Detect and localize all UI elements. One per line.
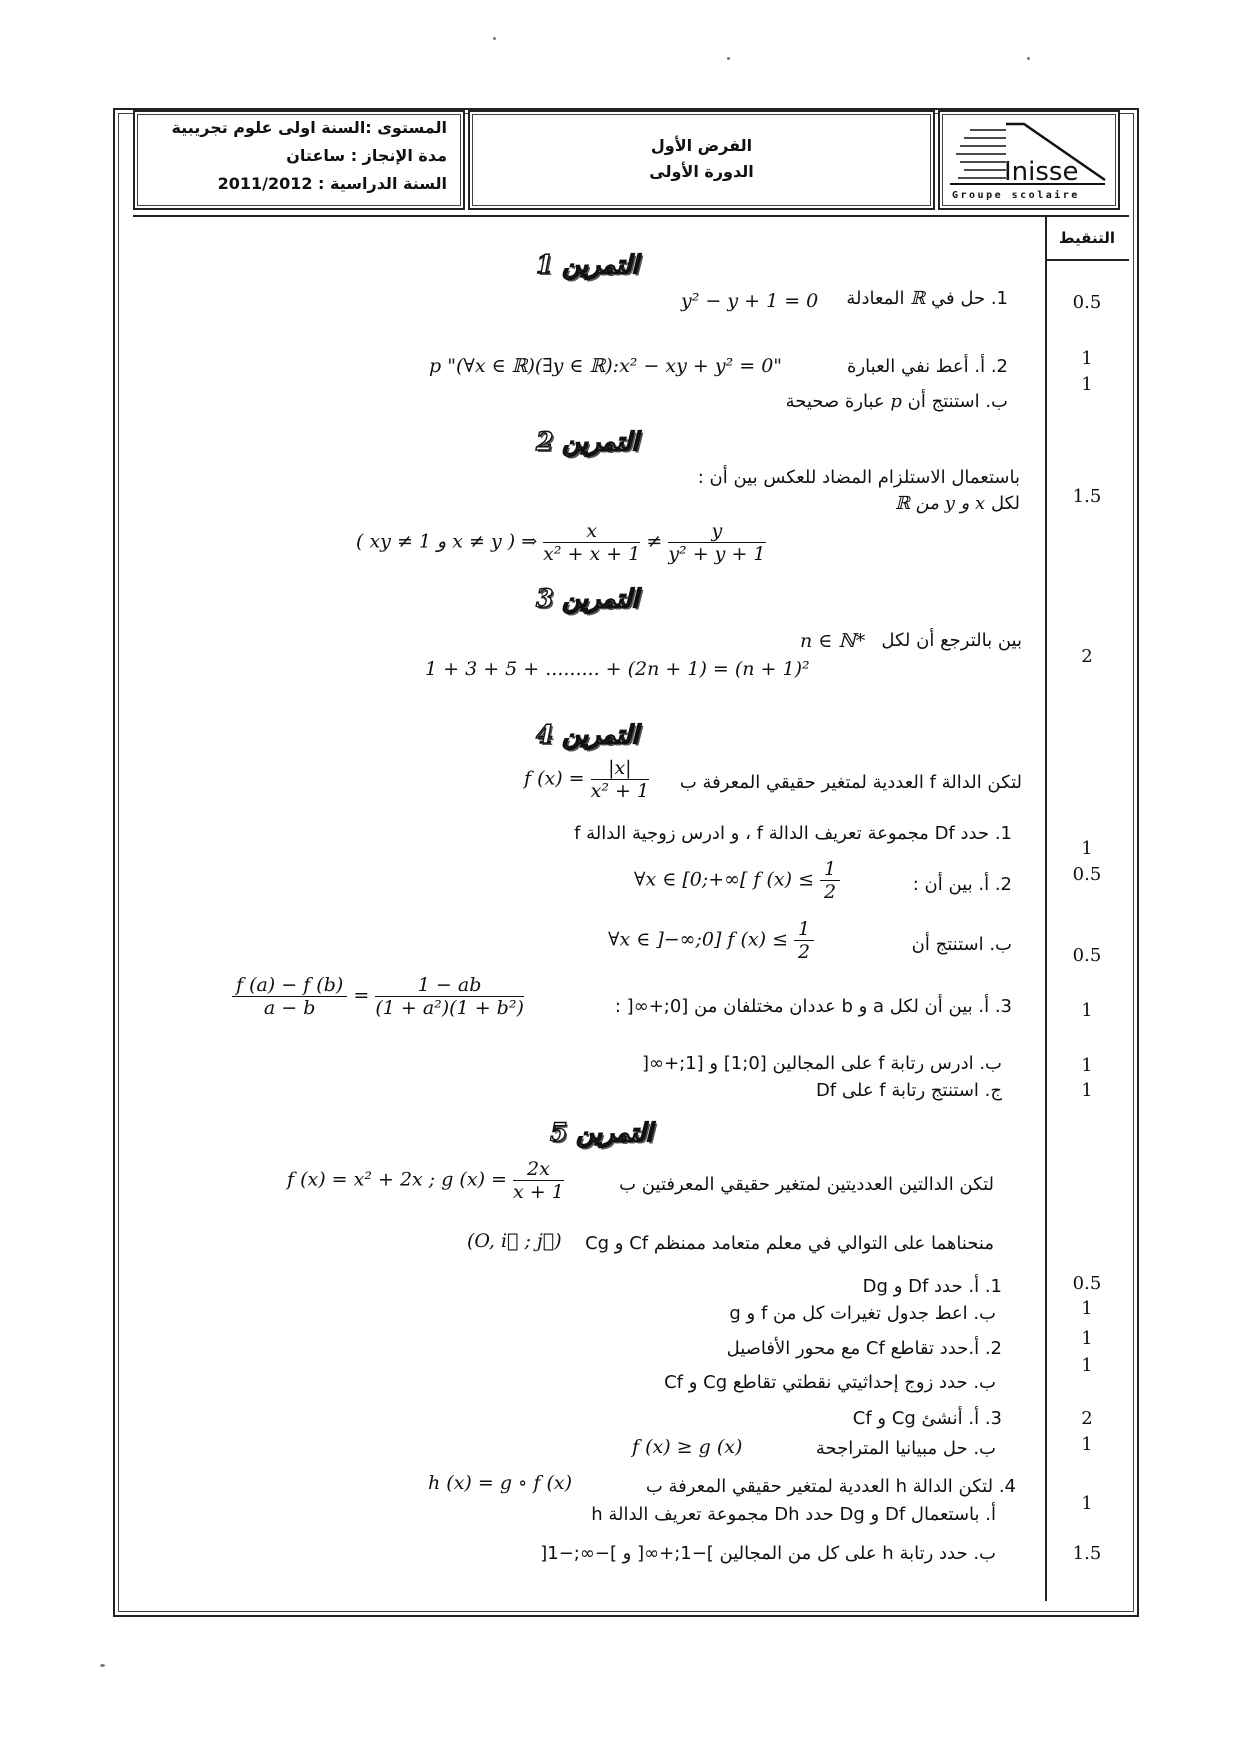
ex5-curves: Cg و Cf منحناهما على التوالي في معلم متعامد ممنظم [585,1233,994,1254]
ex1-q2a: 2. أ. أعط نفي العبارة [847,356,1008,377]
ex1-q1-equation: y² − y + 1 = 0 [681,290,819,312]
grade-ex5-5: 2 [1081,1408,1093,1429]
ex4-f-definition: f (x) = $\frac{|x|}{\text{x² + 1}}$ [524,757,650,802]
grade-ex5-2: 1 [1081,1298,1093,1319]
ex1-q1: 1. حل في ℝ المعادلة [846,288,1008,309]
grade-ex4-5: 1 [1081,1055,1093,1076]
grading-header: التنقيط [1045,217,1129,261]
logo-stripes-icon [956,130,1006,178]
ex4-q2b-inequality: ∀x ∈ ]−∞;0] f (x) ≤ $\frac{1}{2}$ [608,918,814,963]
grade-ex4-1: 1 [1081,838,1093,859]
grade-ex5-3: 1 [1081,1328,1093,1349]
exercise-4-title: التمرين 4 [536,720,639,749]
ex2-implication: ( xy ≠ 1 و x ≠ y ) ⇒ $\frac{x}{\text{x² + x + 1}}$ ≠ $\frac{y}{\text{y² + y + 1}}$ [356,520,766,565]
ex4-q2b: ب. استنتج أن [911,934,1012,955]
grading-column [1045,217,1131,1601]
grade-ex5-6: 1 [1081,1434,1093,1455]
ex2-for-all: لكل x و y من ℝ [894,493,1020,514]
exercise-3-title: التمرين 3 [536,584,639,613]
school-logo [940,112,1118,208]
ex5-intro: لتكن الدالتين العدديتين لمتغير حقيقي المعرفتين ب [619,1174,994,1195]
ex5-q1a: 1. أ. حدد Df و Dg [862,1276,1002,1297]
ex5-q4b: ب. حدد رتابة h على كل من المجالين ]−1;+∞[ و ]−∞;−1[ [540,1543,996,1564]
ex5-q4: 4. لتكن الدالة h العددية لمتغير حقيقي المعرفة ب [645,1476,1016,1497]
grade-ex1-2: 1 [1081,348,1093,369]
ex4-q3a-identity: $\frac{f (a) - f (b)}{a - b}$ = $\frac{1 - ab}{\text{(1 + a²)(1 + b²)}}$ [232,974,524,1019]
header-title-box [468,110,935,210]
ex1-q2a-statement: p "(∀x ∈ ℝ)(∃y ∈ ℝ):x² − xy + y² = 0" [429,355,783,377]
exercise-2-title: التمرين 2 [536,427,639,456]
ex5-q4a: أ. باستعمال Df و Dg حدد Dh مجموعة تعريف الدالة h [591,1504,996,1525]
ex4-q3a: 3. أ. بين أن لكل a و b عددان مختلفان من [0;+∞[ : [614,996,1012,1017]
exercise-1-title: التمرين 1 [536,250,639,279]
grade-ex4-2: 0.5 [1072,864,1102,885]
grade-ex5-7: 1 [1081,1493,1093,1514]
ex3-intro: بين بالترجع أن لكل [881,630,1022,651]
ex5-q1b: ب. اعط جدول تغيرات كل من f و g [729,1303,996,1324]
exam-title: الفرض الأول [650,136,753,155]
ex4-q3b: ب. ادرس رتابة f على المجالين [0;1] و [1;+∞[ [641,1053,1002,1074]
grade-ex1-3: 1 [1081,374,1093,395]
grade-ex5-4: 1 [1081,1355,1093,1376]
grade-ex1-1: 0.5 [1072,292,1102,313]
scan-speck [100,1664,105,1667]
ex5-q2b: ب. حدد زوج إحداثيتي نقطتي تقاطع Cg و Cf [664,1372,996,1393]
exercise-5-title: التمرين 5 [550,1118,653,1147]
ex5-q3a: 3. أ. أنشئ Cg و Cf [852,1408,1002,1429]
ex5-q2a: 2. أ.حدد تقاطع Cf مع محور الأفاصيل [726,1338,1002,1359]
ex2-intro: باستعمال الاستلزام المضاد للعكس بين أن : [697,467,1020,488]
grade-ex5-8: 1.5 [1072,1543,1102,1564]
grade-ex5-1: 0.5 [1072,1273,1102,1294]
grade-ex4-3: 0.5 [1072,945,1102,966]
grade-ex2-1: 1.5 [1072,486,1102,507]
logo-name: Inisse [1004,157,1079,187]
exam-session: الدورة الأولى [649,162,754,181]
grade-ex4-4: 1 [1081,1000,1093,1021]
ex5-q3b: ب. حل مبيانيا المتراجحة [815,1438,996,1459]
ex1-q2b: ب. استنتج أن p عبارة صحيحة [785,391,1008,412]
ex4-q1: 1. حدد Df مجموعة تعريف الدالة f ، و ادرس زوجية الدالة f [574,823,1012,844]
ex4-q2a: 2. أ. بين أن : [912,874,1012,895]
content-top-rule [133,215,1129,217]
school-year-text: السنة الدراسية : 2011/2012 [217,174,447,193]
header-info-box [133,110,465,210]
grade-ex4-6: 1 [1081,1080,1093,1101]
scan-speck [1027,57,1030,60]
ex4-q3c: ج. استنتج رتابة f على Df [815,1080,1002,1101]
scan-speck [727,57,730,60]
ex4-q2a-inequality: ∀x ∈ [0;+∞[ f (x) ≤ $\frac{1}{2}$ [634,858,840,903]
scan-speck [493,37,496,40]
ex4-intro: لتكن الدالة f العددية لمتغير حقيقي المعرفة ب [679,772,1022,793]
ex3-domain: n ∈ ℕ* [800,630,866,652]
ex3-sum-identity: 1 + 3 + 5 + ......... + (2n + 1) = (n + 1)² [425,658,810,680]
grade-ex3-1: 2 [1081,646,1093,667]
ex5-definitions: f (x) = x² + 2x ; g (x) = $\frac{2x}{x + 1}$ [287,1158,564,1203]
ex5-q4-composition: h (x) = g ∘ f (x) [428,1472,572,1494]
logo-subtitle: Groupe scolaire [952,190,1080,201]
ex5-frame: (O, i⃗ ; j⃗) [467,1230,562,1252]
level-text: المستوى :السنة اولى علوم تجريبية [171,118,447,137]
duration-text: مدة الإنجاز : ساعتان [286,146,447,165]
ex5-q3b-inequality: f (x) ≥ g (x) [632,1436,743,1458]
header-logo-box [938,110,1120,210]
